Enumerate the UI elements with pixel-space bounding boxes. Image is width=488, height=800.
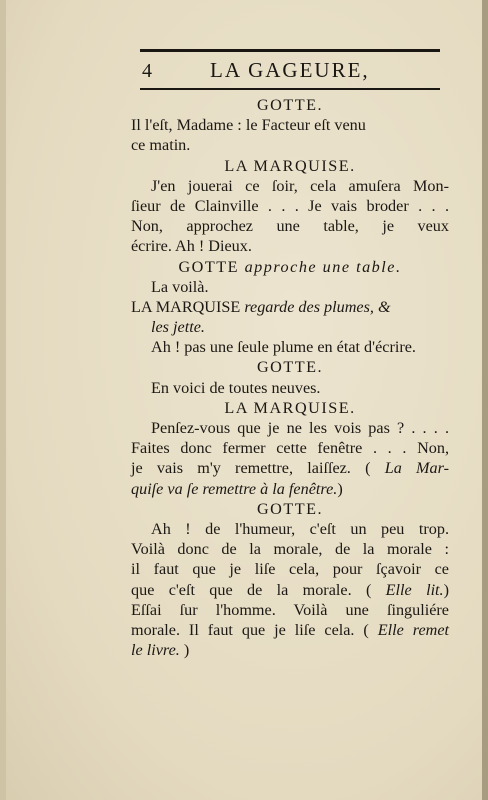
dialogue-line: La voilà. [151,277,209,296]
speaker-gotte: GOTTE. [256,499,324,518]
dialogue-line: En voici de toutes neuves. [151,378,321,397]
speaker-gotte-stage: GOTTE approche une table. [178,257,402,276]
dialogue-line: Ah ! pas une ſeule plume en état d'écrire. [151,338,416,357]
dialogue-line: que c'eſt que de la morale. ( Elle lit.) [131,580,449,599]
dialogue-line: Voilà donc de la morale, de la morale : [131,540,449,559]
dialogue-line: Faites donc fermer cette fenêtre . . . Non, [131,439,449,458]
dialogue-line: J'en jouerai ce ſoir, cela amuſera Mon- [151,176,449,195]
dialogue-line: il faut que je liſe cela, pour ſçavoir ce [131,560,449,579]
dialogue-line: le livre. ) [131,641,190,660]
page-number: 4 [142,60,152,82]
dialogue-line: Eſſai ſur l'homme. Voilà une ſinguliére [131,600,449,619]
dialogue-line: Non, approchez une table, je veux [131,217,449,236]
dialogue-line: Penſez-vous que je ne les vois pas ? . . . . [151,419,449,437]
dialogue-line: je vais m'y remettre, laiſſez. ( La Mar- [131,459,449,478]
speaker-marquise-stage: LA MARQUISE regarde des plumes, & [131,297,391,316]
speaker-marquise: LA MARQUISE. [224,156,356,175]
header-rule-top [140,49,440,52]
dialogue-line: Ah ! de l'humeur, c'eſt un peu trop. [151,519,449,538]
page-edge-left [0,0,6,800]
page-edge-right [482,0,488,800]
header-rule-bottom [140,88,440,90]
dialogue-line: quiſe va ſe remettre à la fenêtre.) [131,479,343,498]
running-header [140,58,440,86]
speaker-gotte: GOTTE. [256,96,324,114]
dialogue-line: ce matin. [131,136,191,155]
dialogue-line: morale. Il faut que je liſe cela. ( Elle remet [131,620,450,639]
running-title: LA GAGEURE, [210,58,370,82]
stage-direction: approche une table. [244,257,402,276]
play-text [131,95,449,660]
stage-direction: regarde des plumes, & [244,297,391,316]
stage-direction-cont: les jette. [151,318,205,337]
speaker-gotte: GOTTE. [256,358,324,377]
dialogue-line: écrire. Ah ! Dieux. [131,237,252,256]
dialogue-line: ſieur de Clainville . . . Je vais broder . . . [131,196,449,215]
dialogue-line: Il l'eſt, Madame : le Facteur eſt venu [131,116,366,135]
speaker-marquise: LA MARQUISE. [224,398,356,417]
